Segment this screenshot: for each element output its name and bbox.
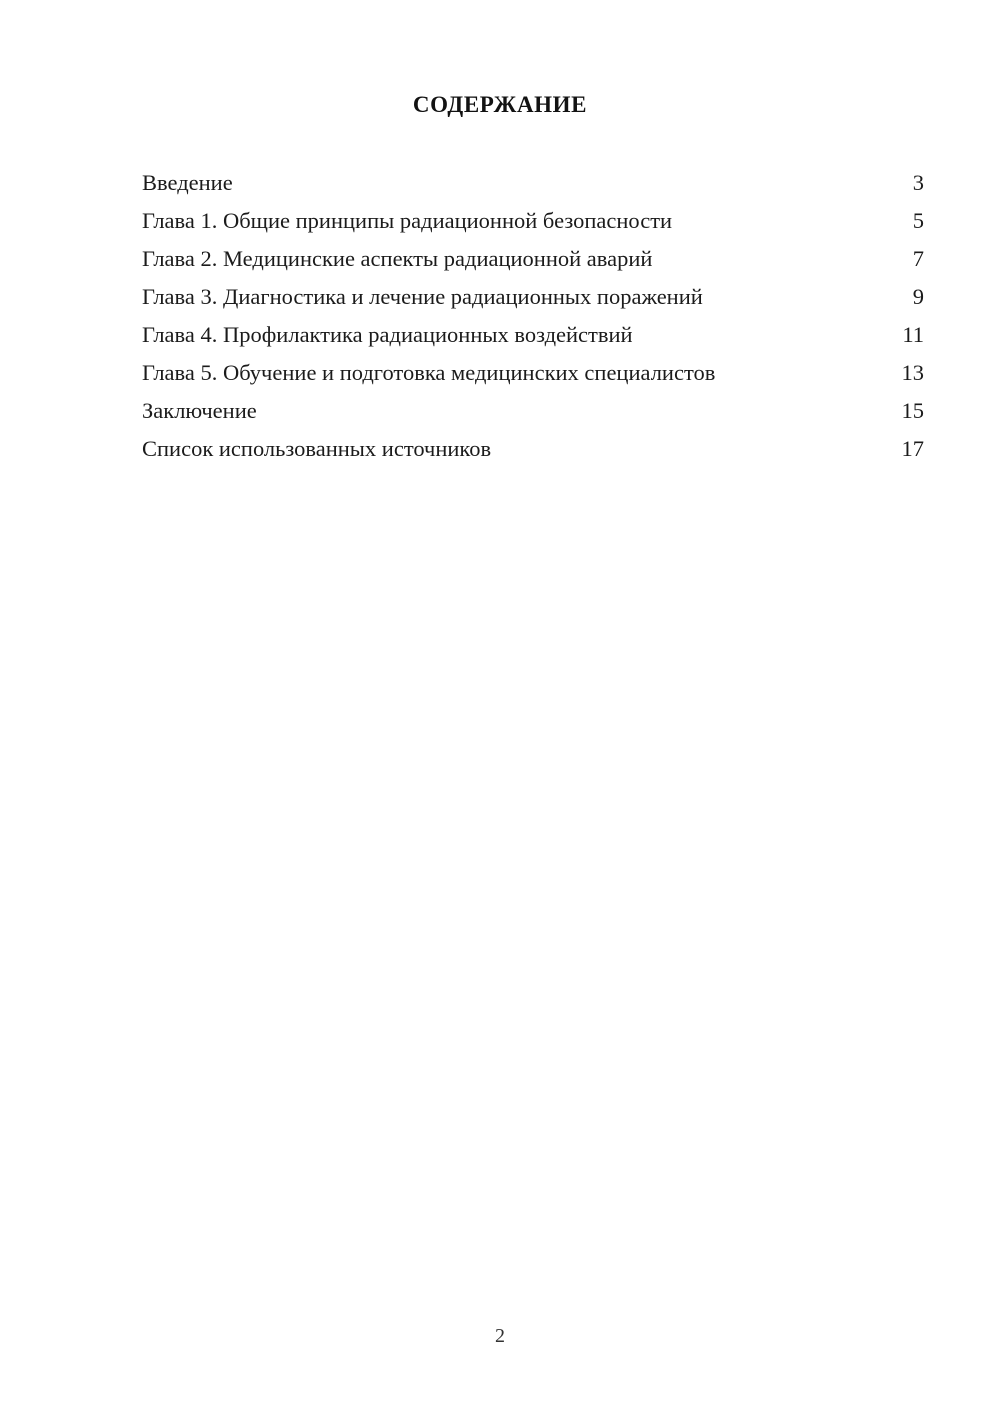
toc-entry-label: Введение bbox=[142, 170, 233, 195]
toc-entry-page: 5 bbox=[912, 208, 924, 233]
toc-entry-page: 7 bbox=[912, 246, 924, 271]
toc-entry[interactable] bbox=[142, 202, 924, 240]
toc-entry[interactable] bbox=[142, 430, 924, 468]
toc-entry[interactable] bbox=[142, 316, 924, 354]
toc-entry-page: 3 bbox=[912, 170, 924, 195]
toc-entry[interactable] bbox=[142, 278, 924, 316]
toc-entry[interactable] bbox=[142, 354, 924, 392]
toc-entry-label: Глава 2. Медицинские аспекты радиационной аварий bbox=[142, 246, 653, 271]
toc-entry-label: Заключение bbox=[142, 398, 257, 423]
page-number: 2 bbox=[495, 1325, 505, 1347]
toc-entry[interactable] bbox=[142, 392, 924, 430]
toc-entry-label: Глава 4. Профилактика радиационных воздействий bbox=[142, 322, 633, 347]
toc-entry-page: 11 bbox=[902, 322, 924, 347]
toc-entry-page: 15 bbox=[901, 398, 924, 423]
table-of-contents bbox=[142, 164, 924, 468]
toc-entry-page: 17 bbox=[901, 436, 924, 461]
toc-entry-page: 13 bbox=[901, 360, 924, 385]
toc-entry-label: Список использованных источников bbox=[142, 436, 492, 461]
toc-entry[interactable] bbox=[142, 164, 924, 202]
toc-entry-label: Глава 3. Диагностика и лечение радиационных поражений bbox=[142, 284, 703, 309]
page-title: СОДЕРЖАНИЕ bbox=[412, 92, 588, 117]
toc-entry[interactable] bbox=[142, 240, 924, 278]
toc-entry-label: Глава 1. Общие принципы радиационной безопасности bbox=[142, 208, 673, 233]
toc-entry-label: Глава 5. Обучение и подготовка медицинских специалистов bbox=[142, 360, 716, 385]
toc-entry-page: 9 bbox=[912, 284, 924, 309]
